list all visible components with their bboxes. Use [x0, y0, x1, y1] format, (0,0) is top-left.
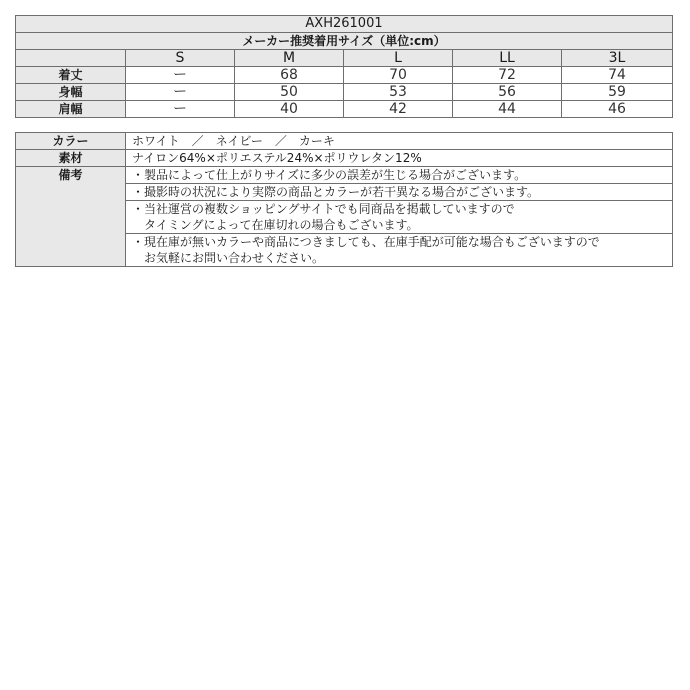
corner-cell [16, 50, 126, 67]
color-value: ホワイト ／ ネイビー ／ カーキ [126, 133, 673, 150]
measurement-value: ー [126, 67, 235, 84]
measurement-row-shoulder [16, 101, 673, 118]
note-item [126, 201, 673, 234]
measurement-row-width [16, 84, 673, 101]
notes-row [16, 167, 673, 184]
size-header: M [235, 50, 344, 67]
note-text: タイミングによって在庫切れの場合もございます。 [132, 218, 419, 232]
note-item [126, 234, 673, 267]
note-text: ・撮影時の状況により実際の商品とカラーが若干異なる場合がございます。 [132, 185, 540, 199]
measurement-value: 50 [235, 84, 344, 101]
measurement-value: 59 [562, 84, 673, 101]
measurement-value: 42 [344, 101, 453, 118]
measurement-value: 40 [235, 101, 344, 118]
note-item [126, 167, 673, 184]
size-chart-subtitle: メーカー推奨着用サイズ（単位:cm） [16, 33, 673, 50]
measurement-value: ー [126, 101, 235, 118]
size-header: L [344, 50, 453, 67]
material-value: ナイロン64%×ポリエステル24%×ポリウレタン12% [126, 150, 673, 167]
size-header: S [126, 50, 235, 67]
measurement-value: ー [126, 84, 235, 101]
note-text: お気軽にお問い合わせください。 [132, 251, 325, 265]
row-label: 身幅 [16, 84, 126, 101]
product-code: AXH261001 [16, 16, 673, 33]
size-header: 3L [562, 50, 673, 67]
product-info-table [15, 132, 673, 267]
measurement-value: 74 [562, 67, 673, 84]
measurement-value: 44 [453, 101, 562, 118]
size-header: LL [453, 50, 562, 67]
measurement-value: 70 [344, 67, 453, 84]
measurement-value: 53 [344, 84, 453, 101]
note-text: ・当社運営の複数ショッピングサイトでも同商品を掲載していますので [132, 202, 515, 216]
row-label: 肩幅 [16, 101, 126, 118]
color-label: カラー [16, 133, 126, 150]
notes-label: 備考 [16, 167, 126, 267]
material-row [16, 150, 673, 167]
size-chart-table [15, 15, 673, 118]
measurement-value: 72 [453, 67, 562, 84]
note-item [126, 184, 673, 201]
measurement-row-length [16, 67, 673, 84]
size-header-row [16, 50, 673, 67]
measurement-value: 46 [562, 101, 673, 118]
color-row [16, 133, 673, 150]
note-text: ・現在庫が無いカラーや商品につきましても、在庫手配が可能な場合もございますので [132, 235, 600, 249]
note-text: ・製品によって仕上がりサイズに多少の誤差が生じる場合がございます。 [132, 168, 527, 182]
row-label: 着丈 [16, 67, 126, 84]
measurement-value: 68 [235, 67, 344, 84]
measurement-value: 56 [453, 84, 562, 101]
material-label: 素材 [16, 150, 126, 167]
